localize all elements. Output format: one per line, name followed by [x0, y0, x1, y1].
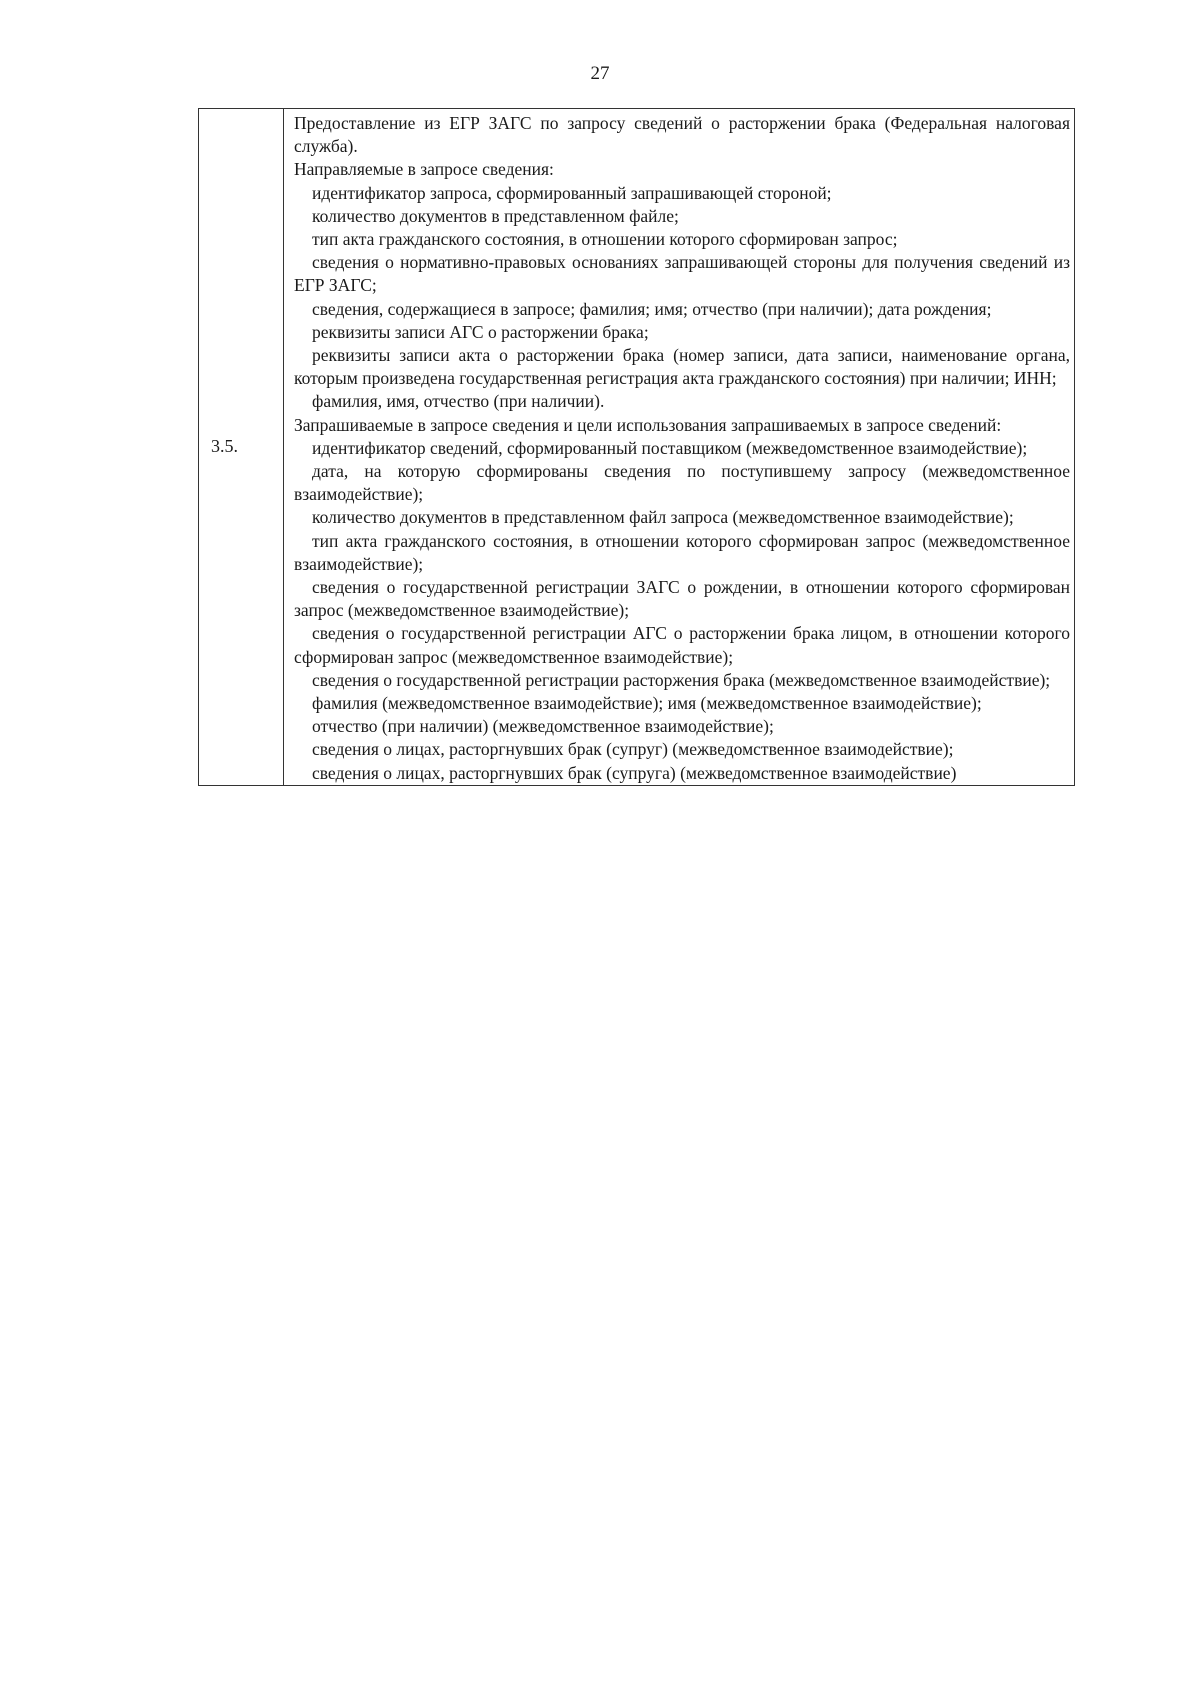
content-paragraph: Запрашиваемые в запросе сведения и цели использования запрашиваемых в запросе сведений: [294, 414, 1002, 435]
document-table [198, 108, 1075, 786]
content-paragraph: идентификатор запроса, сформированный запрашивающей стороной; [312, 182, 832, 203]
content-paragraph: тип акта гражданского состояния, в отношении которого сформирован запрос (межведомственное взаимодействие); [294, 530, 1070, 574]
content-paragraphs [294, 112, 1070, 785]
content-paragraph: фамилия (межведомственное взаимодействие); имя (межведомственное взаимодействие); [312, 693, 982, 714]
row-number-cell: 3.5. [199, 109, 284, 786]
content-paragraph: реквизиты записи акта о расторжении брака (номер записи, дата записи, наименование органа, которым произведена государственная регистрация акта гражданского состояния) при наличии; ИНН; [294, 345, 1070, 389]
content-paragraph: сведения о нормативно-правовых основаниях запрашивающей стороны для получения сведений из ЕГР ЗАГС; [294, 252, 1070, 296]
content-paragraph: дата, на которую сформированы сведения по поступившему запросу (межведомственное взаимодействие); [294, 461, 1070, 505]
content-paragraph: отчество (при наличии) (межведомственное взаимодействие); [312, 716, 774, 737]
page-number: 27 [590, 63, 610, 84]
content-paragraph: сведения о лицах, расторгнувших брак (супруга) (межведомственное взаимодействие) [312, 762, 957, 783]
table-row [199, 109, 1075, 786]
content-paragraph: Направляемые в запросе сведения: [294, 159, 554, 180]
content-paragraph: сведения о государственной регистрации АГС о расторжении брака лицом, в отношении которого сформирован запрос (межведомственное взаимодействие); [294, 623, 1070, 667]
content-paragraph: сведения, содержащиеся в запросе; фамилия; имя; отчество (при наличии); дата рождения; [312, 298, 992, 319]
content-paragraph: количество документов в представленном файле; [312, 205, 679, 226]
content-paragraph: фамилия, имя, отчество (при наличии). [312, 391, 605, 412]
row-content-cell [284, 109, 1075, 786]
content-paragraph: идентификатор сведений, сформированный поставщиком (межведомственное взаимодействие); [312, 437, 1028, 458]
content-paragraph: количество документов в представленном файл запроса (межведомственное взаимодействие); [312, 507, 1014, 528]
content-paragraph: Предоставление из ЕГР ЗАГС по запросу сведений о расторжении брака (Федеральная налоговая служба). [294, 113, 1070, 157]
content-paragraph: тип акта гражданского состояния, в отношении которого сформирован запрос; [312, 229, 898, 250]
content-paragraph: реквизиты записи АГС о расторжении брака; [312, 321, 649, 342]
content-paragraph: сведения о государственной регистрации ЗАГС о рождении, в отношении которого сформирован запрос (межведомственное взаимодействие); [294, 577, 1070, 621]
content-paragraph: сведения о лицах, расторгнувших брак (супруг) (межведомственное взаимодействие); [312, 739, 954, 760]
content-paragraph: сведения о государственной регистрации расторжения брака (межведомственное взаимодействие); [312, 669, 1051, 690]
